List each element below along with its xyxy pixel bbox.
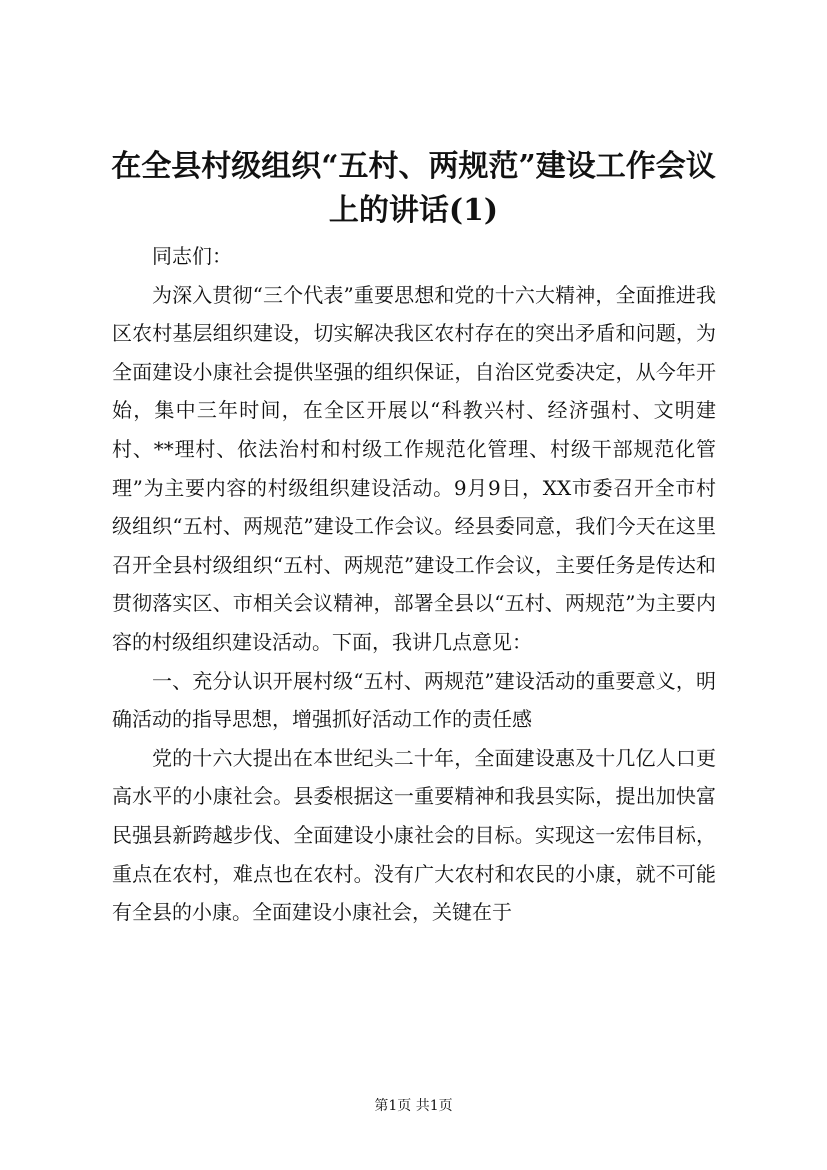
body-paragraph: 为深入贯彻“三个代表”重要思想和党的十六大精神，全面推进我区农村基层组织建设，切实解决我区农村存在的突出矛盾和问题，为全面建设小康社会提供坚强的组织保证，自治区党委决定，从今年开始，集中三年时间，在全区开展以“科教兴村、经济强村、文明建村、**理村、依法治村和村级工作规范化管理、村级干部规范化管理”为主要内容的村级组织建设活动。9月9日，XX市委召开全市村级组织“五村、两规范”建设工作会议。经县委同意，我们今天在这里召开全县村级组织“五村、两规范”建设工作会议，主要任务是传达和贯彻落实区、市相关会议精神，部署全县以“五村、两规范”为主要内容的村级组织建设活动。下面，我讲几点意见： xyxy=(112,282,716,654)
document-title: 在全县村级组织“五村、两规范”建设工作会议上的讲话(1) xyxy=(111,149,716,228)
section-heading-paragraph: 一、充分认识开展村级“五村、两规范”建设活动的重要意义，明确活动的指导思想，增强抓好活动工作的责任感 xyxy=(112,668,716,732)
page-footer: 第1页 共1页 xyxy=(374,1098,453,1114)
salutation-paragraph: 同志们： xyxy=(152,244,232,268)
document-body xyxy=(112,237,716,932)
body-paragraph: 党的十六大提出在本世纪头二十年，全面建设惠及十几亿人口更高水平的小康社会。县委根据这一重要精神和我县实际，提出加快富民强县新跨越步伐、全面建设小康社会的目标。实现这一宏伟目标，重点在农村，难点也在农村。没有广大农村和农民的小康，就不可能有全县的小康。全面建设小康社会，关键在于 xyxy=(112,745,716,925)
